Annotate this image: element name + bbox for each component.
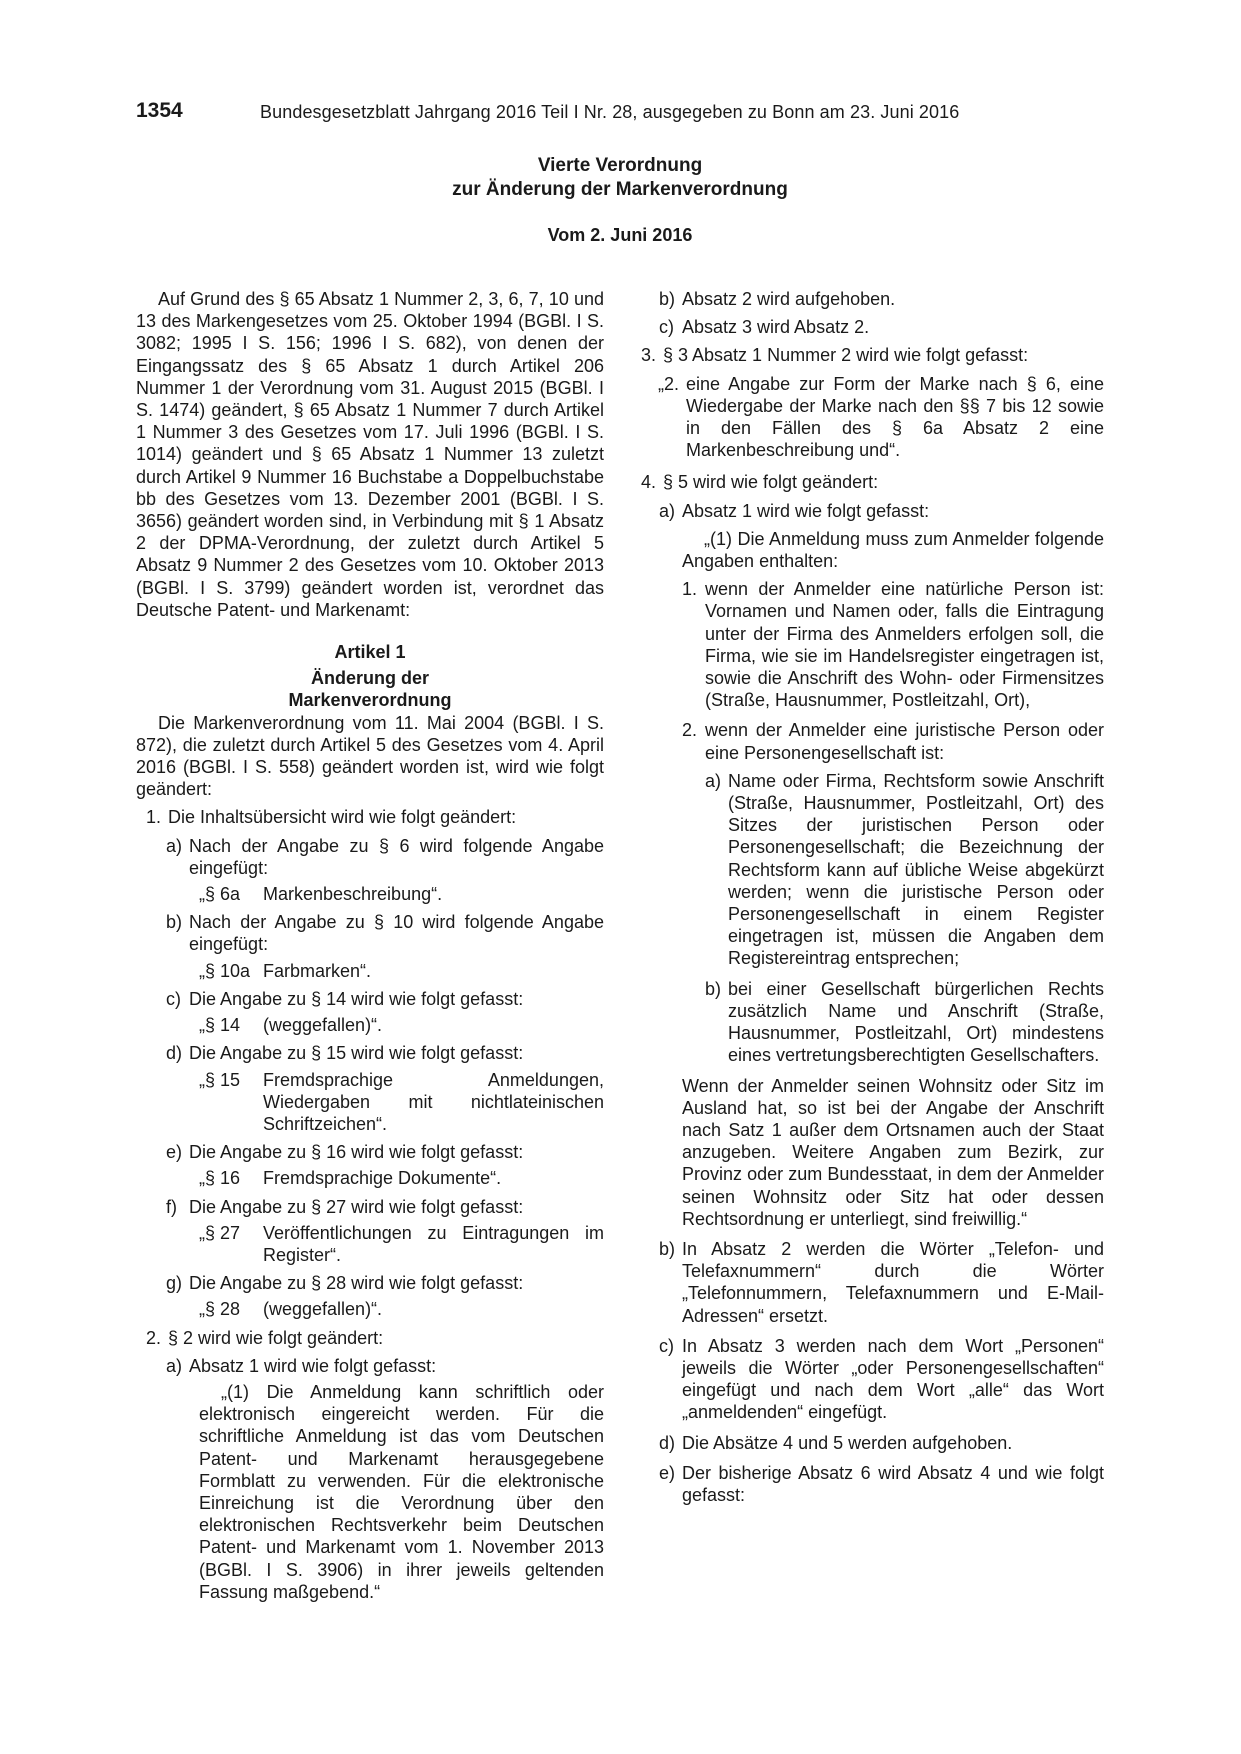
list-label: c) [166, 988, 181, 1009]
list-text: Die Angabe zu § 28 wird wie folgt gefasst: [189, 1273, 524, 1294]
list-text: Absatz 2 wird aufgehoben. [682, 289, 896, 309]
list-label: c) [659, 1335, 674, 1356]
article-title-line-2: Markenverordnung [288, 690, 452, 711]
list-label: 3. [641, 345, 657, 366]
sub-item-a [166, 835, 604, 879]
document-date: Vom 2. Juni 2016 [547, 225, 693, 245]
list-text: Die Angabe zu § 14 wird wie folgt gefasst: [189, 988, 524, 1009]
quoted-paragraph-tail: Wenn der Anmelder seinen Wohnsitz oder Sitz im Ausland hat, so ist bei der Angabe der Anschrift nach Satz 1 außer dem Ortsnamen auch der Staat anzugeben. Weitere Angaben zum Bezirk, zur Provinz oder zum Bundesstaat, in dem der Anmelder seinen Wohnsitz oder Sitz hat oder dessen Rechtsordnung er unterliegt, sind freiwillig.“ [682, 1075, 1104, 1229]
list-label: b) [659, 289, 676, 309]
list-text: In Absatz 2 werden die Wörter „Telefon- und Telefaxnummern“ durch die Wörter „Telefonnummern, Telefaxnummern und E-Mail-Adressen“ ersetzt. [682, 1238, 1104, 1326]
list-text: Name oder Firma, Rechtsform sowie Anschrift (Straße, Hausnummer, Postleitzahl, Ort) des Sitzes der juristischen Person oder Personengesellschaft; die Bezeichnung der Rechtsform kann auf übliche Weise abgekürzt werden; wenn die juristische Person oder Personengesellschaft in einem Register eingetragen ist, müssen die Angaben dem Registereintrag entsprechen; [728, 770, 1104, 969]
sub-item-c [166, 988, 604, 1010]
list-text: Die Absätze 4 und 5 werden aufgehoben. [682, 1432, 1013, 1453]
section-entry-27 [199, 1222, 604, 1266]
list-label: c) [659, 317, 674, 338]
section-number: „§ 6a [199, 884, 241, 905]
list-text: wenn der Anmelder eine natürliche Person ist: Vornamen und Namen oder, falls die Eintragung unter der Firma des Anmelders erfolgen soll, die Firma, wie sie im Handelsregister eingetragen ist, sowie die Anschrift des Wohn- oder Firmensitzes (Straße, Hausnummer, Postleitzahl, Ort), [705, 579, 1104, 711]
section-text: Farbmarken“. [263, 960, 372, 981]
list-text: Absatz 1 wird wie folgt gefasst: [189, 1355, 437, 1376]
list-label: f) [166, 1196, 177, 1217]
sub-item-d2 [659, 1432, 1104, 1454]
document-title [136, 154, 1104, 202]
list-text: Nach der Angabe zu § 6 wird folgende Angabe eingefügt: [189, 835, 604, 878]
section-text: Fremdsprachige Dokumente“. [263, 1168, 502, 1189]
list-text: § 3 Absatz 1 Nummer 2 wird wie folgt gefasst: [663, 345, 1029, 366]
sub-item-c [659, 316, 1104, 338]
sub-item-d [166, 1042, 604, 1064]
article-intro: Die Markenverordnung vom 11. Mai 2004 (BGBl. I S. 872), die zuletzt durch Artikel 5 des Gesetzes vom 4. April 2016 (BGBl. I S. 558) geändert worden ist, wird wie folgt geändert: [136, 712, 604, 800]
list-text: eine Angabe zur Form der Marke nach § 6, eine Wiedergabe der Marke nach den §§ 7 bis 12 sowie in den Fällen des § 6a Absatz 2 eine Markenbeschreibung und“. [686, 373, 1104, 461]
quoted-sub-item-b [705, 978, 1104, 1067]
section-number: „§ 27 [199, 1222, 241, 1243]
list-label: 2. [146, 1327, 162, 1348]
title-line-2: zur Änderung der Markenverordnung [452, 179, 788, 200]
list-label: a) [705, 770, 722, 791]
section-entry-28 [199, 1298, 604, 1320]
section-text: (weggefallen)“. [263, 1299, 383, 1320]
sub-item-a [659, 500, 1104, 522]
list-label: 1. [146, 807, 162, 828]
sub-item-b [166, 911, 604, 955]
list-text: Nach der Angabe zu § 10 wird folgende Angabe eingefügt: [189, 912, 604, 955]
sub-item-c2 [659, 1335, 1104, 1424]
list-label: a) [166, 835, 183, 856]
sub-item-e [166, 1141, 604, 1163]
left-column [136, 288, 604, 1603]
list-label: g) [166, 1273, 183, 1294]
sub-item-b2 [659, 1238, 1104, 1327]
section-text: (weggefallen)“. [263, 1015, 383, 1036]
list-text: bei einer Gesellschaft bürgerlichen Rechts zusätzlich Name und Anschrift (Straße, Hausnummer, Postleitzahl, Ort) mindestens eines vertretungsberechtigten Gesellschafters. [728, 978, 1104, 1066]
quoted-sub-item-a [705, 770, 1104, 970]
section-text: Veröffentlichungen zu Eintragungen im Register“. [263, 1222, 604, 1265]
preamble: Auf Grund des § 65 Absatz 1 Nummer 2, 3, 6, 7, 10 und 13 des Markengesetzes vom 25. Oktober 1994 (BGBl. I S. 3082; 1995 I S. 156; 1996 I S. 682), von denen der Eingangssatz des § 65 Absatz 1 durch Artikel 206 Nummer 1 der Verordnung vom 31. August 2015 (BGBl. I S. 1474) geändert, § 65 Absatz 1 Nummer 7 durch Artikel 1 Nummer 3 des Gesetzes vom 17. Juli 1996 (BGBl. I S. 1014) geändert und § 65 Absatz 1 Nummer 13 zuletzt durch Artikel 9 Nummer 16 Buchstabe a Doppelbuchstabe bb des Gesetzes vom 13. Dezember 2001 (BGBl. I S. 3656) geändert worden sind, in Verbindung mit § 1 Absatz 2 der DPMA-Verordnung, der zuletzt durch Artikel 5 Absatz 9 Nummer 2 des Gesetzes vom 10. Oktober 2013 (BGBl. I S. 3799) geändert worden ist, verordnet das Deutsche Patent- und Markenamt: [136, 289, 604, 620]
section-entry-15 [199, 1069, 604, 1136]
section-text: Markenbeschreibung“. [263, 884, 443, 905]
sub-item-b [659, 288, 1104, 310]
section-number: „§ 14 [199, 1015, 241, 1036]
right-column [636, 288, 1104, 1506]
list-text: Die Inhaltsübersicht wird wie folgt geändert: [168, 807, 517, 828]
section-entry-14 [199, 1014, 604, 1036]
list-text: Absatz 3 wird Absatz 2. [682, 317, 870, 338]
list-text: wenn der Anmelder eine juristische Person oder eine Personengesellschaft ist: [705, 720, 1104, 763]
list-text: Die Angabe zu § 15 wird wie folgt gefasst: [189, 1043, 524, 1064]
section-entry-16 [199, 1167, 604, 1189]
list-text: § 5 wird wie folgt geändert: [663, 472, 879, 493]
list-label: 1. [682, 579, 698, 600]
section-number: „§ 16 [199, 1168, 241, 1189]
section-number: „§ 28 [199, 1299, 241, 1320]
section-number: „§ 10a [199, 960, 251, 981]
list-text: Der bisherige Absatz 6 wird Absatz 4 und wie folgt gefasst: [682, 1462, 1104, 1505]
sub-item-e2 [659, 1462, 1104, 1506]
list-item-2 [146, 1327, 604, 1349]
list-label: d) [659, 1432, 676, 1453]
list-item-1 [146, 806, 604, 828]
list-text: § 2 wird wie folgt geändert: [168, 1327, 384, 1348]
sub-item-2a [166, 1355, 604, 1377]
list-label: b) [659, 1238, 676, 1259]
list-label: e) [166, 1142, 183, 1163]
list-text: Die Angabe zu § 27 wird wie folgt gefasst: [189, 1196, 524, 1217]
section-entry-10a [199, 960, 604, 982]
list-label: d) [166, 1043, 183, 1064]
quoted-item-2 [658, 373, 1104, 462]
quoted-paragraph: „(1) Die Anmeldung muss zum Anmelder folgende Angaben enthalten: [682, 528, 1104, 572]
sub-item-g [166, 1272, 604, 1294]
list-text: Die Angabe zu § 16 wird wie folgt gefasst: [189, 1142, 524, 1163]
page-number: 1354 [136, 99, 183, 122]
article-title-line-1: Änderung der [310, 668, 429, 689]
list-item-4 [641, 471, 1104, 493]
list-label: b) [166, 912, 183, 933]
quoted-item-2 [682, 719, 1104, 763]
running-head: Bundesgesetzblatt Jahrgang 2016 Teil I Nr. 28, ausgegeben zu Bonn am 23. Juni 2016 [260, 102, 960, 122]
title-line-1: Vierte Verordnung [537, 155, 703, 176]
section-text: Fremdsprachige Anmeldungen, Wiedergaben mit nichtlateinischen Schriftzeichen“. [263, 1069, 604, 1134]
list-label: 2. [682, 720, 698, 741]
section-number: „§ 15 [199, 1069, 241, 1090]
quoted-paragraph: „(1) Die Anmeldung kann schriftlich oder elektronisch eingereicht werden. Für die schriftliche Anmeldung ist das vom Deutschen Patent- und Markenamt herausgegebene Formblatt zu verwenden. Für die elektronische Einreichung ist die Verordnung über den elektronischen Rechtsverkehr beim Deutschen Patent- und Markenamt vom 1. November 2013 (BGBl. I S. 3906) in ihrer jeweils geltenden Fassung maßgebend.“ [199, 1381, 604, 1602]
article-heading: Artikel 1 [334, 642, 406, 663]
quoted-item-1 [682, 578, 1104, 711]
page-header [136, 100, 996, 126]
list-label: 4. [641, 472, 657, 493]
list-label: „2. [658, 373, 680, 394]
list-text: Absatz 1 wird wie folgt gefasst: [682, 500, 930, 521]
sub-item-f [166, 1196, 604, 1218]
list-label: a) [659, 500, 676, 521]
section-entry-6a [199, 883, 604, 905]
list-item-3 [641, 344, 1104, 366]
list-text: In Absatz 3 werden nach dem Wort „Personen“ jeweils die Wörter „oder Personengesellschaften“ eingefügt und nach dem Wort „alle“ das Wort „anmeldenden“ eingefügt. [682, 1335, 1104, 1423]
list-label: a) [166, 1355, 183, 1376]
list-label: e) [659, 1462, 676, 1483]
list-label: b) [705, 978, 722, 999]
